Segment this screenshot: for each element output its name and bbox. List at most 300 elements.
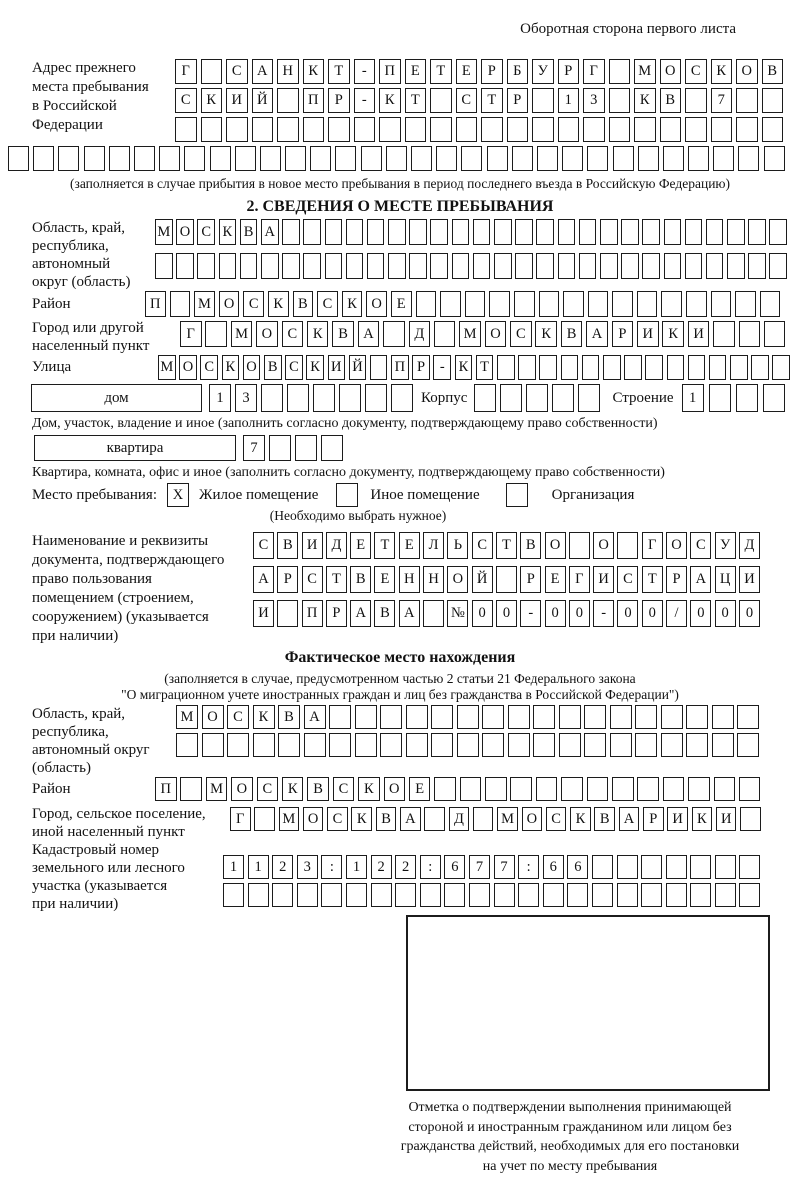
- form-cell[interactable]: [170, 291, 191, 317]
- form-cell[interactable]: [321, 435, 343, 461]
- form-cell[interactable]: [706, 253, 724, 279]
- form-cell[interactable]: Д: [326, 532, 347, 559]
- form-cell[interactable]: [155, 253, 173, 279]
- form-cell[interactable]: -: [354, 88, 376, 113]
- form-cell[interactable]: [500, 384, 522, 412]
- form-cell[interactable]: В: [376, 807, 397, 831]
- form-cell[interactable]: А: [350, 600, 371, 627]
- form-cell[interactable]: [184, 146, 205, 171]
- form-cell[interactable]: [536, 253, 554, 279]
- form-cell[interactable]: [739, 321, 761, 347]
- form-cell[interactable]: [355, 705, 377, 729]
- form-cell[interactable]: Т: [326, 566, 347, 593]
- form-cell[interactable]: [539, 291, 560, 317]
- form-cell[interactable]: С: [282, 321, 304, 347]
- form-cell[interactable]: А: [252, 59, 274, 84]
- form-cell[interactable]: [430, 253, 448, 279]
- form-cell[interactable]: [661, 705, 683, 729]
- form-cell[interactable]: Е: [374, 566, 395, 593]
- form-cell[interactable]: В: [594, 807, 615, 831]
- form-cell[interactable]: [310, 146, 331, 171]
- form-cell[interactable]: [272, 883, 293, 907]
- form-cell[interactable]: [592, 883, 613, 907]
- form-cell[interactable]: О: [666, 532, 687, 559]
- form-cell[interactable]: [512, 146, 533, 171]
- form-cell[interactable]: С: [243, 291, 264, 317]
- form-cell[interactable]: [494, 219, 512, 245]
- form-cell[interactable]: Д: [409, 321, 431, 347]
- form-cell[interactable]: Л: [423, 532, 444, 559]
- form-cell[interactable]: [764, 321, 786, 347]
- form-cell[interactable]: [559, 733, 581, 757]
- form-cell[interactable]: [303, 117, 325, 142]
- form-cell[interactable]: [297, 883, 318, 907]
- form-cell[interactable]: [543, 883, 564, 907]
- form-cell[interactable]: И: [688, 321, 710, 347]
- form-cell[interactable]: [84, 146, 105, 171]
- form-cell[interactable]: [737, 705, 759, 729]
- form-cell[interactable]: С: [333, 777, 355, 801]
- form-cell[interactable]: Н: [423, 566, 444, 593]
- form-cell[interactable]: О: [366, 291, 387, 317]
- form-cell[interactable]: [269, 435, 291, 461]
- form-cell[interactable]: -: [593, 600, 614, 627]
- form-cell[interactable]: Е: [456, 59, 478, 84]
- form-cell[interactable]: [610, 705, 632, 729]
- form-cell[interactable]: [690, 883, 711, 907]
- form-cell[interactable]: С: [226, 59, 248, 84]
- form-cell[interactable]: 1: [682, 384, 704, 412]
- form-cell[interactable]: [380, 733, 402, 757]
- form-cell[interactable]: [713, 146, 734, 171]
- form-cell[interactable]: К: [342, 291, 363, 317]
- form-cell[interactable]: [457, 705, 479, 729]
- form-cell[interactable]: В: [660, 88, 682, 113]
- form-cell[interactable]: [424, 807, 445, 831]
- form-cell[interactable]: [508, 733, 530, 757]
- form-cell[interactable]: В: [277, 532, 298, 559]
- form-cell[interactable]: И: [328, 355, 346, 380]
- form-cell[interactable]: О: [736, 59, 758, 84]
- form-cell[interactable]: С: [510, 321, 532, 347]
- form-cell[interactable]: [240, 253, 258, 279]
- form-cell[interactable]: [508, 705, 530, 729]
- form-cell[interactable]: [461, 146, 482, 171]
- form-cell[interactable]: [769, 253, 787, 279]
- form-cell[interactable]: [285, 146, 306, 171]
- form-cell[interactable]: А: [690, 566, 711, 593]
- form-cell[interactable]: [235, 146, 256, 171]
- form-cell[interactable]: [405, 117, 427, 142]
- form-cell[interactable]: О: [231, 777, 253, 801]
- form-cell[interactable]: [180, 777, 202, 801]
- form-cell[interactable]: [578, 384, 600, 412]
- form-cell[interactable]: [515, 253, 533, 279]
- form-cell[interactable]: [277, 600, 298, 627]
- form-cell[interactable]: [579, 219, 597, 245]
- form-cell[interactable]: [688, 146, 709, 171]
- form-cell[interactable]: [583, 117, 605, 142]
- form-cell[interactable]: В: [332, 321, 354, 347]
- form-cell[interactable]: [371, 883, 392, 907]
- form-cell[interactable]: [709, 384, 731, 412]
- form-cell[interactable]: -: [354, 59, 376, 84]
- form-cell[interactable]: -: [433, 355, 451, 380]
- form-cell[interactable]: 3: [235, 384, 257, 412]
- form-cell[interactable]: [395, 883, 416, 907]
- form-cell[interactable]: [473, 219, 491, 245]
- form-cell[interactable]: В: [520, 532, 541, 559]
- form-cell[interactable]: [494, 253, 512, 279]
- form-cell[interactable]: Б: [507, 59, 529, 84]
- form-cell[interactable]: Г: [569, 566, 590, 593]
- form-cell[interactable]: О: [485, 321, 507, 347]
- form-cell[interactable]: А: [619, 807, 640, 831]
- form-cell[interactable]: [58, 146, 79, 171]
- form-cell[interactable]: [430, 219, 448, 245]
- form-cell[interactable]: А: [586, 321, 608, 347]
- form-cell[interactable]: П: [379, 59, 401, 84]
- form-cell[interactable]: С: [617, 566, 638, 593]
- form-cell[interactable]: [219, 253, 237, 279]
- form-cell[interactable]: Г: [180, 321, 202, 347]
- form-cell[interactable]: 0: [642, 600, 663, 627]
- form-cell[interactable]: К: [379, 88, 401, 113]
- form-cell[interactable]: [260, 146, 281, 171]
- form-cell[interactable]: 3: [297, 855, 318, 879]
- form-cell[interactable]: [248, 883, 269, 907]
- form-cell[interactable]: [685, 88, 707, 113]
- form-cell[interactable]: М: [158, 355, 176, 380]
- form-cell[interactable]: [739, 777, 761, 801]
- form-cell[interactable]: [406, 705, 428, 729]
- form-cell[interactable]: [532, 117, 554, 142]
- form-cell[interactable]: В: [293, 291, 314, 317]
- form-cell[interactable]: [329, 705, 351, 729]
- form-cell[interactable]: -: [520, 600, 541, 627]
- form-cell[interactable]: [287, 384, 309, 412]
- form-cell[interactable]: 0: [739, 600, 760, 627]
- form-cell[interactable]: [507, 117, 529, 142]
- form-cell[interactable]: [388, 253, 406, 279]
- form-cell[interactable]: 0: [496, 600, 517, 627]
- form-cell[interactable]: О: [545, 532, 566, 559]
- form-cell[interactable]: [762, 117, 784, 142]
- form-cell[interactable]: [460, 777, 482, 801]
- form-cell[interactable]: [612, 777, 634, 801]
- form-cell[interactable]: [328, 117, 350, 142]
- form-cell[interactable]: С: [175, 88, 197, 113]
- form-cell[interactable]: [727, 253, 745, 279]
- form-cell[interactable]: [261, 253, 279, 279]
- form-cell[interactable]: 6: [567, 855, 588, 879]
- form-cell[interactable]: [533, 705, 555, 729]
- form-cell[interactable]: [567, 883, 588, 907]
- form-cell[interactable]: 0: [569, 600, 590, 627]
- form-cell[interactable]: [494, 883, 515, 907]
- form-cell[interactable]: [641, 855, 662, 879]
- form-cell[interactable]: [730, 355, 748, 380]
- form-cell[interactable]: К: [307, 321, 329, 347]
- form-cell[interactable]: [515, 219, 533, 245]
- form-cell[interactable]: О: [219, 291, 240, 317]
- form-cell[interactable]: [609, 117, 631, 142]
- form-cell[interactable]: Е: [350, 532, 371, 559]
- form-cell[interactable]: [380, 705, 402, 729]
- form-cell[interactable]: [252, 117, 274, 142]
- form-cell[interactable]: К: [201, 88, 223, 113]
- form-cell[interactable]: С: [685, 59, 707, 84]
- form-cell[interactable]: [457, 733, 479, 757]
- form-cell[interactable]: [686, 705, 708, 729]
- form-cell[interactable]: 1: [209, 384, 231, 412]
- form-cell[interactable]: Е: [545, 566, 566, 593]
- form-cell[interactable]: [452, 253, 470, 279]
- form-cell[interactable]: Ц: [715, 566, 736, 593]
- form-cell[interactable]: [518, 355, 536, 380]
- form-cell[interactable]: О: [660, 59, 682, 84]
- form-cell[interactable]: [201, 117, 223, 142]
- form-cell[interactable]: Р: [643, 807, 664, 831]
- form-cell[interactable]: [713, 321, 735, 347]
- form-cell[interactable]: К: [351, 807, 372, 831]
- form-cell[interactable]: [278, 733, 300, 757]
- form-cell[interactable]: [223, 883, 244, 907]
- form-cell[interactable]: Т: [476, 355, 494, 380]
- form-cell[interactable]: И: [739, 566, 760, 593]
- form-cell[interactable]: [355, 733, 377, 757]
- form-cell[interactable]: [295, 435, 317, 461]
- form-cell[interactable]: К: [662, 321, 684, 347]
- form-cell[interactable]: 7: [469, 855, 490, 879]
- form-cell[interactable]: [514, 291, 535, 317]
- form-cell[interactable]: О: [522, 807, 543, 831]
- form-cell[interactable]: Г: [175, 59, 197, 84]
- form-cell[interactable]: [617, 883, 638, 907]
- form-cell[interactable]: [431, 733, 453, 757]
- form-cell[interactable]: [561, 355, 579, 380]
- stay-type-checkbox-residential[interactable]: X: [167, 483, 189, 507]
- form-cell[interactable]: О: [202, 705, 224, 729]
- form-cell[interactable]: [526, 384, 548, 412]
- form-cell[interactable]: В: [350, 566, 371, 593]
- form-cell[interactable]: :: [321, 855, 342, 879]
- form-cell[interactable]: М: [279, 807, 300, 831]
- form-cell[interactable]: Е: [399, 532, 420, 559]
- form-cell[interactable]: [584, 733, 606, 757]
- form-cell[interactable]: :: [420, 855, 441, 879]
- form-cell[interactable]: [600, 253, 618, 279]
- form-cell[interactable]: Т: [481, 88, 503, 113]
- form-cell[interactable]: [727, 219, 745, 245]
- form-cell[interactable]: О: [176, 219, 194, 245]
- stay-type-checkbox-organization[interactable]: [506, 483, 528, 507]
- form-cell[interactable]: Р: [326, 600, 347, 627]
- form-cell[interactable]: О: [243, 355, 261, 380]
- form-cell[interactable]: [584, 705, 606, 729]
- form-cell[interactable]: [416, 291, 437, 317]
- form-cell[interactable]: [423, 600, 444, 627]
- form-cell[interactable]: [609, 59, 631, 84]
- form-cell[interactable]: Д: [449, 807, 470, 831]
- form-cell[interactable]: [411, 146, 432, 171]
- form-cell[interactable]: [277, 117, 299, 142]
- form-cell[interactable]: [159, 146, 180, 171]
- form-cell[interactable]: [748, 253, 766, 279]
- form-cell[interactable]: С: [200, 355, 218, 380]
- form-cell[interactable]: И: [593, 566, 614, 593]
- form-cell[interactable]: [579, 253, 597, 279]
- form-cell[interactable]: П: [145, 291, 166, 317]
- form-cell[interactable]: [552, 384, 574, 412]
- form-cell[interactable]: [386, 146, 407, 171]
- form-cell[interactable]: Н: [277, 59, 299, 84]
- form-cell[interactable]: К: [268, 291, 289, 317]
- form-cell[interactable]: [582, 355, 600, 380]
- form-cell[interactable]: [558, 219, 576, 245]
- form-cell[interactable]: А: [399, 600, 420, 627]
- form-cell[interactable]: 2: [272, 855, 293, 879]
- form-cell[interactable]: М: [176, 705, 198, 729]
- form-cell[interactable]: М: [194, 291, 215, 317]
- form-cell[interactable]: [325, 219, 343, 245]
- form-cell[interactable]: [282, 219, 300, 245]
- form-cell[interactable]: О: [384, 777, 406, 801]
- form-cell[interactable]: Й: [349, 355, 367, 380]
- form-cell[interactable]: Р: [328, 88, 350, 113]
- form-cell[interactable]: 1: [346, 855, 367, 879]
- form-cell[interactable]: [482, 705, 504, 729]
- form-cell[interactable]: [637, 291, 658, 317]
- form-cell[interactable]: [686, 733, 708, 757]
- form-cell[interactable]: [711, 291, 732, 317]
- form-cell[interactable]: Т: [374, 532, 395, 559]
- form-cell[interactable]: Р: [612, 321, 634, 347]
- form-cell[interactable]: 7: [243, 435, 265, 461]
- form-cell[interactable]: В: [307, 777, 329, 801]
- form-cell[interactable]: К: [634, 88, 656, 113]
- form-cell[interactable]: [481, 117, 503, 142]
- form-cell[interactable]: [434, 777, 456, 801]
- form-cell[interactable]: М: [459, 321, 481, 347]
- form-cell[interactable]: [532, 88, 554, 113]
- form-cell[interactable]: И: [226, 88, 248, 113]
- form-cell[interactable]: [277, 88, 299, 113]
- form-cell[interactable]: 3: [583, 88, 605, 113]
- form-cell[interactable]: [409, 253, 427, 279]
- form-cell[interactable]: К: [303, 59, 325, 84]
- form-cell[interactable]: О: [179, 355, 197, 380]
- form-cell[interactable]: [748, 219, 766, 245]
- form-cell[interactable]: [685, 253, 703, 279]
- form-cell[interactable]: [253, 733, 275, 757]
- form-cell[interactable]: 0: [545, 600, 566, 627]
- form-cell[interactable]: 6: [543, 855, 564, 879]
- form-cell[interactable]: У: [532, 59, 554, 84]
- form-cell[interactable]: [661, 291, 682, 317]
- form-cell[interactable]: [33, 146, 54, 171]
- form-cell[interactable]: [175, 117, 197, 142]
- form-cell[interactable]: С: [472, 532, 493, 559]
- form-cell[interactable]: А: [358, 321, 380, 347]
- form-cell[interactable]: К: [711, 59, 733, 84]
- form-cell[interactable]: 2: [371, 855, 392, 879]
- form-cell[interactable]: [388, 219, 406, 245]
- form-cell[interactable]: У: [715, 532, 736, 559]
- form-cell[interactable]: [664, 219, 682, 245]
- form-cell[interactable]: №: [447, 600, 468, 627]
- form-cell[interactable]: [430, 117, 452, 142]
- form-cell[interactable]: [666, 855, 687, 879]
- form-cell[interactable]: М: [206, 777, 228, 801]
- form-cell[interactable]: П: [391, 355, 409, 380]
- form-cell[interactable]: [261, 384, 283, 412]
- form-cell[interactable]: [485, 777, 507, 801]
- form-cell[interactable]: И: [667, 807, 688, 831]
- form-cell[interactable]: Г: [642, 532, 663, 559]
- form-cell[interactable]: Р: [412, 355, 430, 380]
- form-cell[interactable]: [313, 384, 335, 412]
- form-cell[interactable]: [420, 883, 441, 907]
- form-cell[interactable]: П: [303, 88, 325, 113]
- form-cell[interactable]: 0: [472, 600, 493, 627]
- form-cell[interactable]: [642, 253, 660, 279]
- form-cell[interactable]: И: [302, 532, 323, 559]
- form-cell[interactable]: [176, 733, 198, 757]
- form-cell[interactable]: [109, 146, 130, 171]
- form-cell[interactable]: [562, 146, 583, 171]
- form-cell[interactable]: 1: [248, 855, 269, 879]
- form-cell[interactable]: [751, 355, 769, 380]
- form-cell[interactable]: С: [257, 777, 279, 801]
- form-cell[interactable]: А: [261, 219, 279, 245]
- form-cell[interactable]: [737, 733, 759, 757]
- form-cell[interactable]: [760, 291, 781, 317]
- form-cell[interactable]: Р: [507, 88, 529, 113]
- form-cell[interactable]: [8, 146, 29, 171]
- form-cell[interactable]: [339, 384, 361, 412]
- form-cell[interactable]: [361, 146, 382, 171]
- form-cell[interactable]: Е: [391, 291, 412, 317]
- form-cell[interactable]: [621, 219, 639, 245]
- form-cell[interactable]: [406, 733, 428, 757]
- form-cell[interactable]: [254, 807, 275, 831]
- form-cell[interactable]: [763, 384, 785, 412]
- form-cell[interactable]: Н: [399, 566, 420, 593]
- form-cell[interactable]: И: [253, 600, 274, 627]
- form-cell[interactable]: [715, 855, 736, 879]
- form-cell[interactable]: [621, 253, 639, 279]
- form-cell[interactable]: [474, 384, 496, 412]
- form-cell[interactable]: [569, 532, 590, 559]
- form-cell[interactable]: Р: [520, 566, 541, 593]
- form-cell[interactable]: [558, 253, 576, 279]
- form-cell[interactable]: К: [570, 807, 591, 831]
- form-cell[interactable]: [227, 733, 249, 757]
- form-cell[interactable]: [600, 219, 618, 245]
- form-cell[interactable]: [738, 146, 759, 171]
- form-cell[interactable]: [367, 219, 385, 245]
- form-cell[interactable]: Г: [583, 59, 605, 84]
- form-cell[interactable]: М: [634, 59, 656, 84]
- form-cell[interactable]: [226, 117, 248, 142]
- form-cell[interactable]: С: [690, 532, 711, 559]
- form-cell[interactable]: А: [304, 705, 326, 729]
- form-cell[interactable]: С: [546, 807, 567, 831]
- form-cell[interactable]: [635, 733, 657, 757]
- form-cell[interactable]: [735, 291, 756, 317]
- form-cell[interactable]: [436, 146, 457, 171]
